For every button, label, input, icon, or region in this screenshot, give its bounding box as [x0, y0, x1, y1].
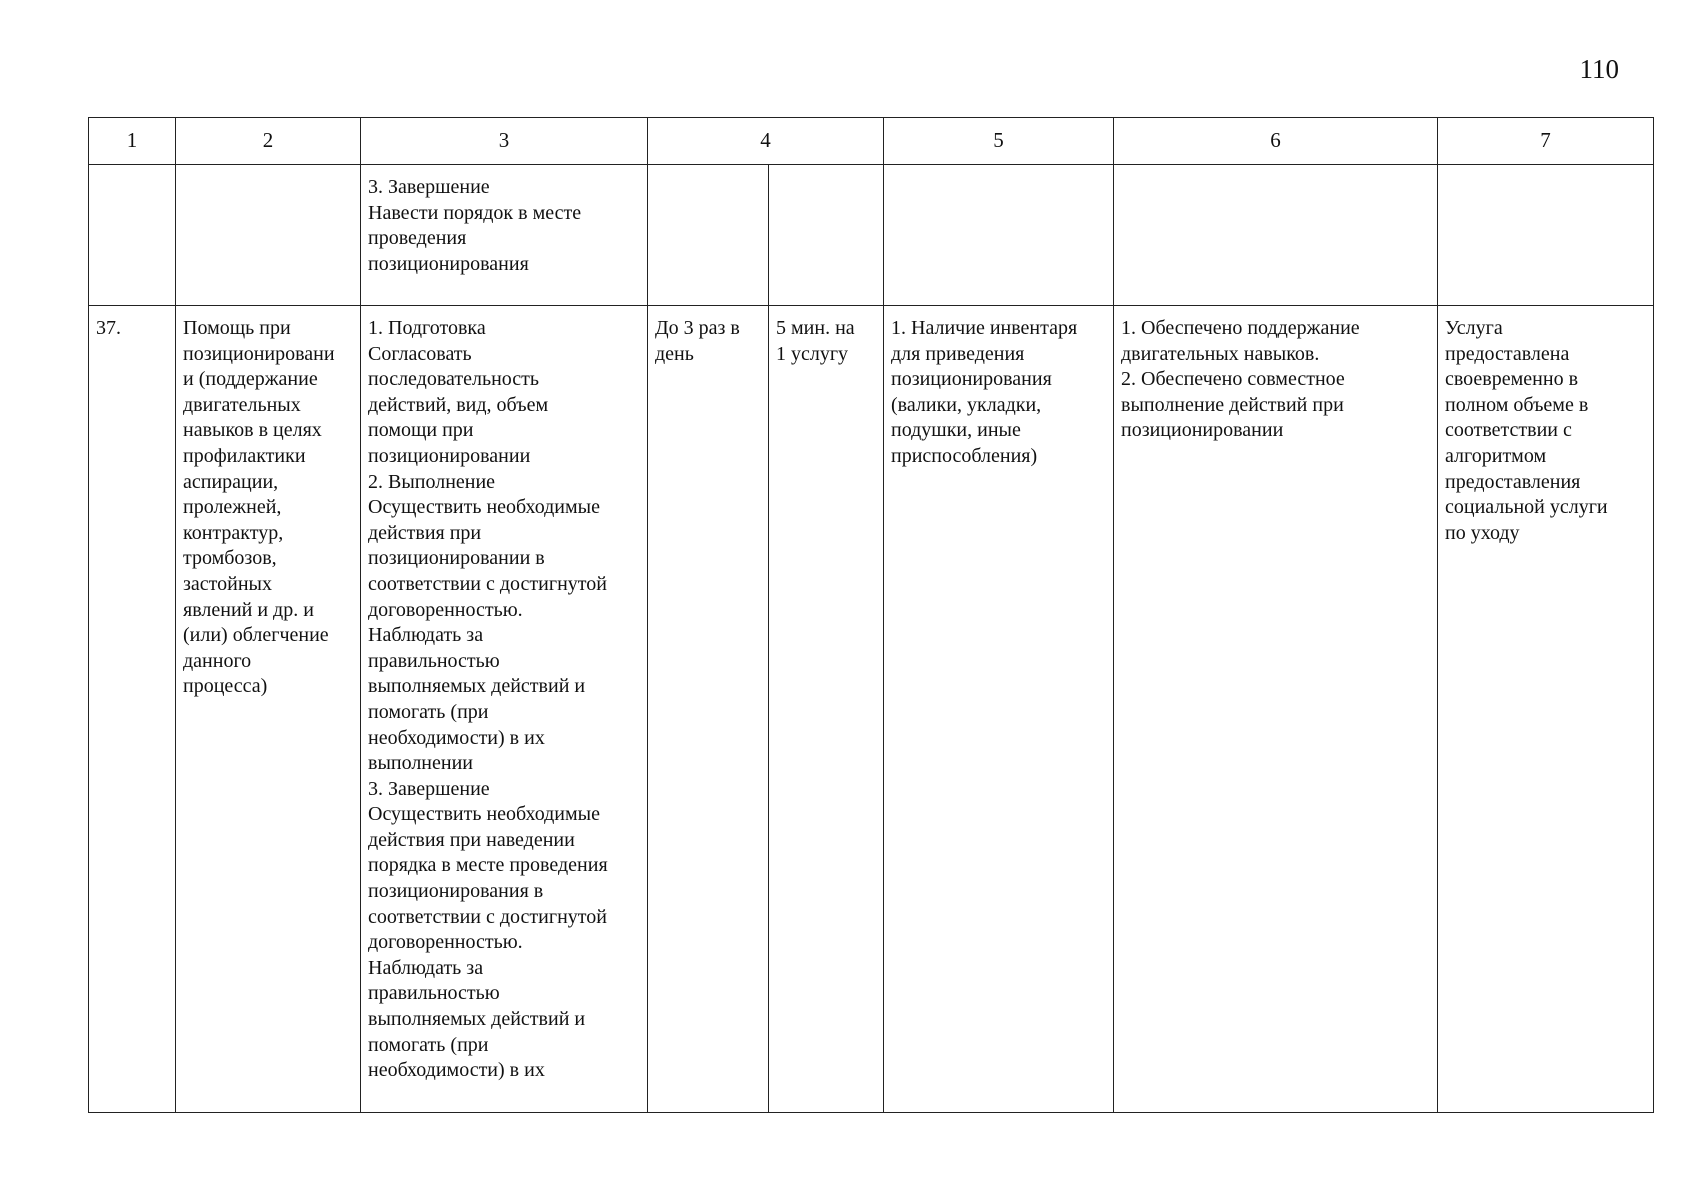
text-line: полном объеме в — [1445, 393, 1589, 416]
text-line: позиционирования — [891, 368, 1052, 391]
text-line: профилактики — [183, 444, 306, 467]
text-line: соответствии с достигнутой — [368, 572, 607, 595]
service-assessment — [1438, 306, 1654, 1113]
header-cell-7: 7 — [1438, 118, 1654, 165]
text-line: приспособления) — [891, 444, 1038, 467]
cont-assessment-cell — [1438, 165, 1654, 306]
page-number: 110 — [1579, 54, 1619, 84]
text-line: Наблюдать за — [368, 624, 484, 647]
text-line: аспирации, — [183, 470, 279, 493]
text-line: двигательных — [183, 393, 301, 416]
text-line: До 3 раз в — [655, 317, 740, 339]
text-line: явлений и др. и — [183, 598, 314, 621]
text-line: необходимости) в их — [368, 726, 545, 749]
header-cell-6: 6 — [1114, 118, 1438, 165]
text-line: по уходу — [1445, 521, 1520, 544]
text-line: выполнение действий при — [1121, 393, 1344, 416]
text-line: социальной услуги — [1445, 496, 1608, 519]
text-line: необходимости) в их — [368, 1059, 545, 1082]
text-line: (или) облегчение — [183, 624, 329, 647]
text-line: проведения — [368, 227, 467, 250]
cont-duration-cell — [769, 165, 884, 306]
text-line: навыков в целях — [183, 419, 322, 442]
text-line: Согласовать — [368, 342, 472, 365]
cont-frequency-cell — [648, 165, 769, 306]
text-line: позиционировани — [183, 342, 335, 365]
text-line: 5 мин. на — [776, 317, 855, 339]
text-line: двигательных навыков. — [1121, 342, 1320, 365]
text-line: 2. Обеспечено совместное — [1121, 368, 1345, 391]
text-line: 1 услугу — [776, 342, 849, 365]
text-line: тромбозов, — [183, 547, 277, 570]
header-row — [89, 118, 1654, 165]
text-line: предоставлена — [1445, 342, 1570, 365]
text-line: подушки, иные — [891, 419, 1021, 442]
service-frequency — [648, 306, 769, 1113]
text-line: Осуществить необходимые — [368, 803, 600, 826]
text-line: 3. Завершение — [368, 176, 490, 198]
text-line: соответствии с — [1445, 419, 1572, 442]
text-line: (валики, укладки, — [891, 393, 1042, 416]
header-cell-5: 5 — [884, 118, 1114, 165]
text-line: и (поддержание — [183, 368, 318, 391]
text-line: действий, вид, объем — [368, 393, 549, 416]
text-line: помощи при — [368, 419, 474, 442]
service-conditions — [884, 306, 1114, 1113]
text-line: своевременно в — [1445, 368, 1579, 391]
cont-results-cell — [1114, 165, 1438, 306]
service-results — [1114, 306, 1438, 1113]
text-line: позиционирования в — [368, 880, 544, 903]
text-line: договоренностью. — [368, 931, 523, 954]
header-cell-4: 4 — [648, 118, 884, 165]
text-line: действия при — [368, 521, 482, 544]
text-line: соответствии с достигнутой — [368, 905, 607, 928]
text-line: 2. Выполнение — [368, 470, 496, 493]
text-line: выполняемых действий и — [368, 1008, 586, 1031]
text-line: Помощь при — [183, 317, 291, 339]
text-line: выполнении — [368, 752, 473, 775]
text-line: алгоритмом — [1445, 444, 1547, 467]
text-line: Навести порядок в месте — [368, 201, 582, 224]
header-cell-2: 2 — [176, 118, 361, 165]
text-line: Услуга — [1445, 317, 1503, 339]
text-line: позиционировании — [368, 444, 531, 467]
text-line: позиционировании — [1121, 419, 1284, 442]
text-line: договоренностью. — [368, 598, 523, 621]
text-line: пролежней, — [183, 496, 282, 519]
text-line: помогать (при — [368, 700, 489, 723]
cont-number-cell — [89, 165, 176, 306]
header-cell-1: 1 — [89, 118, 176, 165]
text-line: 1. Наличие инвентаря — [891, 317, 1078, 339]
text-line: позиционировании в — [368, 547, 545, 570]
text-line: 1. Подготовка — [368, 317, 486, 339]
text-line: для приведения — [891, 342, 1025, 365]
text-line: выполняемых действий и — [368, 675, 586, 698]
text-line: Наблюдать за — [368, 956, 484, 979]
cont-name-cell — [176, 165, 361, 306]
continuation-row — [89, 165, 1654, 306]
text-line: контрактур, — [183, 521, 284, 544]
text-line: данного — [183, 649, 252, 672]
text-line: правильностью — [368, 982, 500, 1005]
text-line: позиционирования — [368, 252, 529, 275]
text-line: действия при наведении — [368, 828, 575, 851]
service-name — [176, 306, 361, 1113]
cont-conditions-cell — [884, 165, 1114, 306]
text-line: предоставления — [1445, 470, 1581, 493]
service-row-37 — [89, 306, 1654, 1113]
cont-description-cell — [361, 165, 648, 306]
header-cell-3: 3 — [361, 118, 648, 165]
text-line: день — [655, 342, 694, 365]
text-line: помогать (при — [368, 1033, 489, 1056]
text-line: Осуществить необходимые — [368, 496, 600, 519]
text-line: порядка в месте проведения — [368, 854, 608, 877]
text-line: правильностью — [368, 649, 500, 672]
text-line: застойных — [183, 572, 272, 595]
service-duration — [769, 306, 884, 1113]
service-description — [361, 306, 648, 1113]
text-line: процесса) — [183, 675, 268, 698]
text-line: последовательность — [368, 368, 540, 391]
service-number: 37. — [89, 306, 176, 1113]
text-line: 1. Обеспечено поддержание — [1121, 317, 1360, 339]
text-line: 3. Завершение — [368, 777, 490, 800]
services-table — [88, 117, 1654, 1113]
